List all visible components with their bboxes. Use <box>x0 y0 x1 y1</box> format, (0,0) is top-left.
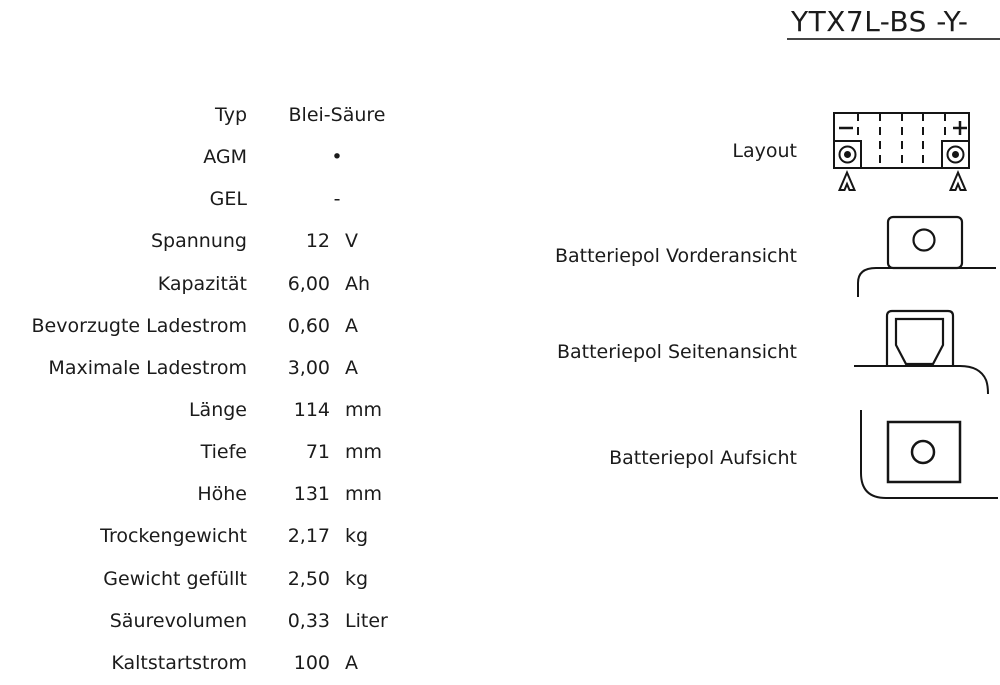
spec-label: AGM <box>203 146 247 169</box>
spec-table <box>0 94 440 684</box>
spec-value: 100 <box>293 651 330 674</box>
spec-value: 71 <box>305 441 330 464</box>
spec-label: Höhe <box>197 483 247 506</box>
terminal-front-view-diagram <box>850 205 1000 305</box>
spec-unit: kg <box>345 525 369 548</box>
spec-unit: A <box>345 314 358 337</box>
table-row <box>0 220 440 262</box>
spec-unit: mm <box>345 399 383 422</box>
terminal-block-outline <box>888 422 960 482</box>
terminal-top-view-label: Batteriepol Aufsicht <box>609 447 797 469</box>
terminal-front-view-label: Batteriepol Vorderansicht <box>554 245 797 267</box>
spec-label: Tiefe <box>200 441 247 464</box>
table-row <box>0 431 440 473</box>
spec-value: 3,00 <box>287 356 330 379</box>
table-row <box>0 515 440 557</box>
terminal-hole-icon <box>914 230 935 251</box>
battery-layout-diagram <box>820 100 1000 200</box>
table-row <box>0 136 440 178</box>
table-row <box>0 600 440 642</box>
terminal-slot-outline <box>896 319 943 364</box>
battery-top-edge-line <box>854 366 988 394</box>
spec-value: 6,00 <box>287 272 330 295</box>
terminal-side-view-label: Batteriepol Seitenansicht <box>556 341 797 363</box>
page-title: YTX7L-BS -Y- <box>791 5 969 38</box>
terminal-block-outline <box>888 217 962 268</box>
spec-label: Säurevolumen <box>109 609 247 632</box>
battery-top-edge-line <box>858 268 996 297</box>
spec-value: Blei-Säure <box>288 104 386 127</box>
spec-label: Spannung <box>151 230 247 253</box>
terminal-top-view-diagram <box>850 400 1000 505</box>
spec-value: 2,50 <box>287 567 330 590</box>
terminal-side-view-diagram <box>850 300 1000 400</box>
terminal-hole-icon <box>912 441 934 463</box>
spec-unit: mm <box>345 483 383 506</box>
spec-value: 0,33 <box>287 609 330 632</box>
spec-label: Kaltstartstrom <box>111 651 247 674</box>
vent-triangle-icon <box>840 173 855 191</box>
table-row <box>0 642 440 684</box>
plus-terminal-icon <box>953 121 967 135</box>
spec-label: Trockengewicht <box>100 525 247 548</box>
spec-value-agm-dot: • <box>331 146 343 169</box>
spec-label: Länge <box>188 399 247 422</box>
spec-value-gel-dash: - <box>333 188 341 211</box>
table-row <box>0 473 440 515</box>
spec-label: Gewicht gefüllt <box>103 567 247 590</box>
spec-value: 114 <box>293 399 330 422</box>
spec-unit: Liter <box>345 609 388 632</box>
spec-unit: A <box>345 356 358 379</box>
spec-label: Kapazität <box>157 272 247 295</box>
table-row <box>0 178 440 220</box>
spec-unit: A <box>345 651 358 674</box>
spec-value: 0,60 <box>287 314 330 337</box>
title-underline <box>787 38 1000 40</box>
vent-triangle-icon <box>951 173 966 191</box>
table-row <box>0 389 440 431</box>
spec-unit: kg <box>345 567 369 590</box>
spec-label: GEL <box>209 188 247 211</box>
positive-terminal-icon <box>942 141 969 168</box>
spec-unit: Ah <box>345 272 371 295</box>
spec-value: 131 <box>293 483 330 506</box>
spec-label: Bevorzugte Ladestrom <box>31 314 247 337</box>
table-row <box>0 347 440 389</box>
spec-label: Maximale Ladestrom <box>48 356 247 379</box>
layout-label: Layout <box>732 140 797 162</box>
spec-value: 12 <box>305 230 330 253</box>
spec-unit: V <box>345 230 358 253</box>
spec-value: 2,17 <box>287 525 330 548</box>
spec-unit: mm <box>345 441 383 464</box>
table-row <box>0 558 440 600</box>
table-row <box>0 263 440 305</box>
table-row <box>0 305 440 347</box>
spec-label: Typ <box>215 104 247 127</box>
negative-terminal-icon <box>834 141 861 168</box>
table-row <box>0 94 440 136</box>
